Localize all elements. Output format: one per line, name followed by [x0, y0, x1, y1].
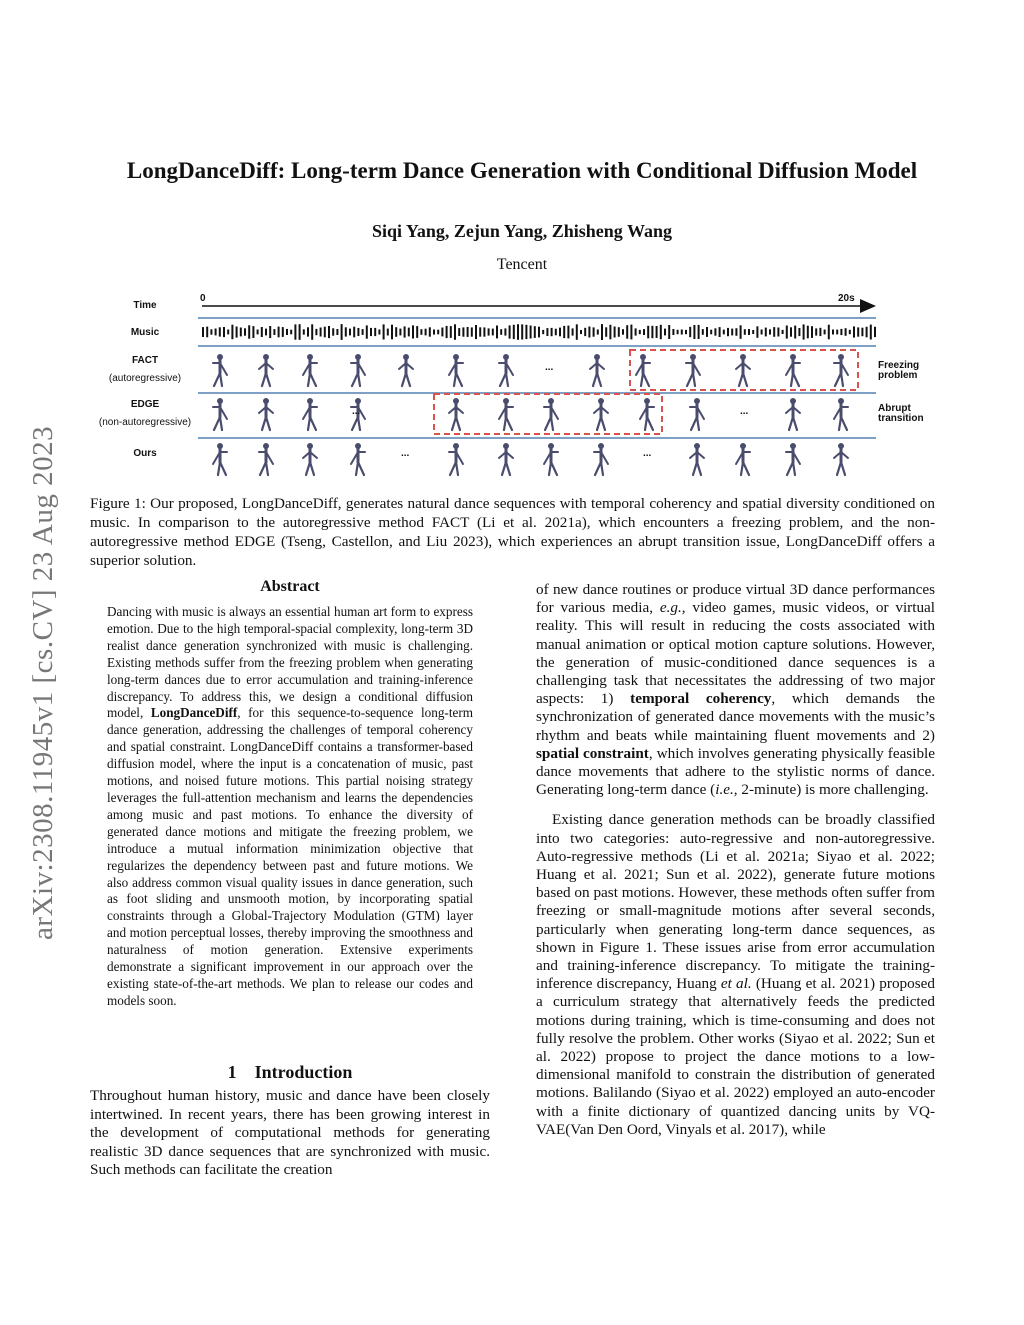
music-bar [609, 325, 611, 340]
music-bar [677, 330, 679, 334]
dancer [594, 443, 608, 475]
ours-label: Ours [133, 448, 157, 459]
music-bar [261, 327, 263, 337]
music-bar [315, 329, 317, 335]
music-bar [605, 327, 607, 337]
music-bar [479, 327, 481, 336]
music-bar [517, 324, 519, 340]
music-bar [273, 329, 275, 335]
music-bar [685, 330, 687, 334]
time-label: Time [133, 300, 157, 311]
music-bar [282, 327, 284, 337]
music-bar [824, 330, 826, 335]
music-bar [429, 327, 431, 336]
dancer [686, 354, 700, 386]
music-label: Music [130, 327, 160, 338]
music-bar [546, 328, 548, 336]
music-bar [504, 328, 506, 335]
introduction-paragraph: Throughout human history, music and dance have been closely intertwined. In recent years, there has been growing interest in the development of computational methods for generating realistic 3D dance sequences that are synchronized with music. Such methods can facilitate the creation [90, 1087, 490, 1179]
music-bar [555, 329, 557, 336]
music-bar [257, 330, 259, 335]
abstract-model-name: LongDanceDiff [150, 705, 238, 721]
dancer [213, 354, 227, 386]
music-bar [714, 328, 716, 335]
music-bar [412, 325, 414, 338]
music-bar [706, 327, 708, 337]
abstract-body [107, 604, 473, 1010]
music-bar [576, 324, 578, 340]
music-bar [660, 325, 662, 339]
dancer [259, 354, 273, 386]
music-waveform [202, 324, 876, 340]
music-bar [832, 330, 834, 335]
music-bar [782, 330, 784, 334]
music-bar [765, 328, 767, 337]
music-bar [278, 327, 280, 338]
music-bar [689, 327, 691, 337]
music-bar [475, 325, 477, 339]
dancer [303, 443, 317, 475]
music-bar [307, 327, 309, 336]
ellipsis: ... [643, 448, 652, 459]
music-bar [693, 325, 695, 339]
music-bar [672, 329, 674, 335]
dancer [786, 398, 800, 430]
freezing-label: Freezing [878, 360, 920, 371]
music-bar [462, 327, 464, 336]
music-bar [664, 329, 666, 336]
dancer [590, 354, 604, 386]
music-bar [861, 328, 863, 337]
music-bar [248, 325, 250, 338]
music-bar [311, 324, 313, 340]
music-bar [437, 330, 439, 335]
edge-sublabel: (non-autoregressive) [98, 417, 192, 428]
music-bar [341, 324, 343, 340]
music-bar [790, 327, 792, 336]
music-bar [458, 328, 460, 336]
music-bar [580, 330, 582, 334]
music-bar [622, 329, 624, 335]
music-bar [500, 329, 502, 335]
ellipsis: ... [545, 362, 554, 373]
music-bar [740, 325, 742, 339]
dancer [259, 398, 273, 430]
music-bar [496, 326, 498, 339]
music-bar [299, 324, 301, 340]
dancer [449, 398, 463, 430]
abrupt-highlight-box [434, 394, 662, 434]
music-bar [874, 327, 876, 337]
music-bar [252, 326, 254, 338]
music-bar [853, 326, 855, 337]
music-bar [651, 326, 653, 338]
paper-authors: Siqi Yang, Zejun Yang, Zhisheng Wang [372, 221, 672, 241]
music-bar [353, 327, 355, 338]
fact-sublabel: (autoregressive) [108, 373, 182, 384]
music-bar [630, 325, 632, 340]
music-bar [215, 329, 217, 336]
music-bar [601, 324, 603, 340]
music-bar [656, 326, 658, 338]
dancer [351, 354, 365, 386]
music-bar [593, 327, 595, 336]
dancer [690, 398, 704, 430]
music-bar [332, 328, 334, 335]
music-bar [572, 328, 574, 335]
music-bar [370, 328, 372, 336]
dancer [736, 354, 750, 386]
time-start-label: 0 [200, 293, 206, 304]
music-bar [425, 329, 427, 336]
music-bar [320, 328, 322, 337]
music-bar [849, 330, 851, 334]
dancer [399, 354, 413, 386]
music-bar [404, 326, 406, 337]
music-bar [530, 326, 532, 339]
abrupt-label-2: transition [878, 413, 924, 424]
music-bar [383, 324, 385, 339]
music-bar [454, 324, 456, 340]
music-bar [639, 330, 641, 334]
music-bar [433, 330, 435, 335]
music-bar [588, 327, 590, 338]
music-bar [513, 325, 515, 339]
music-bar [735, 328, 737, 336]
music-bar [828, 325, 830, 340]
music-bar [635, 328, 637, 335]
music-bar [483, 327, 485, 336]
dancer [544, 398, 558, 430]
music-bar [244, 328, 246, 335]
music-bar [202, 327, 204, 337]
music-bar [303, 329, 305, 334]
music-bar [290, 330, 292, 335]
music-bar [643, 329, 645, 335]
music-bar [395, 327, 397, 337]
dancer [449, 354, 463, 386]
figure-caption: Figure 1: Our proposed, LongDanceDiff, generates natural dance sequences with temporal coherency and spatial diversity conditioned on music. In comparison to the autoregressive method FACT (Li et al. 2021a), which encounters a freezing problem, and the non-autoregressive method EDGE (Tseng, Castellon, and Liu 2023), which experiences an abrupt transition issue, LongDanceDiff offers a superior solution. [90, 495, 935, 569]
music-bar [727, 328, 729, 336]
music-bar [525, 325, 527, 339]
music-bar [647, 326, 649, 339]
music-bar [798, 328, 800, 336]
paper-affiliation: Tencent [496, 256, 548, 273]
music-bar [723, 330, 725, 335]
dancer [213, 398, 227, 430]
music-bar [563, 326, 565, 338]
dancer [259, 443, 273, 475]
music-bar [744, 329, 746, 335]
dancer [544, 443, 558, 475]
music-bar [756, 326, 758, 338]
dancer [834, 443, 848, 475]
music-bar [836, 330, 838, 335]
music-bar [534, 326, 536, 338]
dancer [213, 443, 227, 475]
music-bar [345, 327, 347, 336]
music-bar [488, 328, 490, 335]
time-arrow-head [860, 299, 876, 313]
music-bar [668, 325, 670, 339]
dancer [303, 398, 317, 430]
music-bar [387, 329, 389, 336]
music-bar [374, 328, 376, 336]
music-bar [441, 328, 443, 337]
ellipsis: ... [740, 406, 749, 417]
music-bar [584, 328, 586, 336]
music-bar [391, 325, 393, 340]
music-bar [240, 328, 242, 337]
ellipsis: ... [401, 448, 410, 459]
right-paragraph-1: of new dance routines or produce virtual 3D dance performances for various media, e.g., video games, music videos, or virtual reality. This will result in reducing the costs associated with manual animation or optical motion capture solutions. However, the generation of music-conditioned dance sequences is a challenging task that necessitates the addressing of two major aspects: 1) temporal coherency, which demands the synchronization of generated dance movements with the music’s rhythm and beats while maintaining fluent movements and 2) spatial constraint, which involves generating physically feasible dance movements that adhere to the stylistic norms of dance. Generating long-term dance (i.e., 2-minute) is more challenging. [536, 581, 935, 799]
music-bar [231, 325, 233, 340]
music-bar [618, 327, 620, 337]
dancer [690, 443, 704, 475]
music-bar [450, 326, 452, 338]
music-bar [210, 329, 212, 334]
music-bar [357, 328, 359, 336]
music-bar [698, 325, 700, 339]
music-bar [227, 330, 229, 335]
edge-label: EDGE [130, 399, 160, 410]
music-bar [286, 329, 288, 335]
arxiv-identifier: arXiv:2308.11945v1 [cs.CV] 23 Aug 2023 [27, 425, 59, 940]
music-bar [420, 329, 422, 335]
music-bar [597, 330, 599, 335]
music-bar [446, 326, 448, 338]
freezing-label-2: problem [878, 370, 918, 381]
music-bar [219, 327, 221, 336]
music-bar [870, 325, 872, 340]
dancer [499, 443, 513, 475]
music-bar [840, 329, 842, 335]
music-bar [206, 327, 208, 338]
dancer [303, 354, 317, 386]
music-bar [324, 327, 326, 338]
music-bar [223, 327, 225, 337]
music-bar [521, 324, 523, 339]
music-bar [294, 324, 296, 339]
music-bar [399, 329, 401, 336]
music-bar [542, 330, 544, 334]
music-bar [786, 326, 788, 339]
music-bar [614, 327, 616, 338]
music-bar [761, 330, 763, 335]
dancer [499, 398, 513, 430]
music-bar [866, 327, 868, 338]
music-bar [752, 330, 754, 334]
music-bar [845, 328, 847, 336]
paper-title: LongDanceDiff: Long-term Dance Generation with Conditional Diffusion Model [126, 158, 918, 183]
music-bar [336, 329, 338, 335]
music-bar [467, 327, 469, 337]
music-bar [857, 327, 859, 336]
music-bar [803, 324, 805, 339]
music-bar [731, 329, 733, 336]
music-bar [710, 330, 712, 335]
dancer-figures [213, 354, 848, 475]
music-bar [416, 326, 418, 338]
music-bar [236, 327, 238, 338]
music-bar [328, 326, 330, 338]
music-bar [559, 328, 561, 337]
music-bar [748, 329, 750, 335]
ellipsis: ... [352, 406, 361, 417]
dancer [834, 398, 848, 430]
music-bar [702, 329, 704, 335]
right-column [536, 581, 935, 1139]
music-bar [769, 329, 771, 334]
music-bar [349, 329, 351, 336]
music-bar [366, 325, 368, 338]
music-bar [681, 330, 683, 335]
music-bar [777, 328, 779, 337]
music-bar [567, 326, 569, 339]
music-bar [794, 326, 796, 339]
time-end-label: 20s [838, 293, 855, 304]
music-bar [815, 328, 817, 335]
music-bar [362, 329, 364, 335]
music-bar [408, 328, 410, 337]
abstract-heading: Abstract [260, 578, 320, 595]
music-bar [811, 326, 813, 338]
dancer [351, 443, 365, 475]
figure-1 [90, 288, 935, 478]
dancer [449, 443, 463, 475]
music-bar [719, 327, 721, 337]
music-bar [538, 327, 540, 338]
figure-graphic [90, 288, 935, 478]
music-bar [269, 326, 271, 338]
dancer [594, 398, 608, 430]
dancer [786, 443, 800, 475]
dancer [736, 443, 750, 475]
music-bar [509, 325, 511, 338]
dancer [636, 354, 650, 386]
introduction-heading: 1 Introduction [227, 1062, 353, 1082]
abstract-text: Dancing with music is always an essential human art form to express emotion. Due to the high temporal-spacial complexity, long-term 3D realist dance generation synchronized with music is challenging. Existing methods suffer from the freezing problem when generating long-term dances due to error accumulation and training-inference discrepancy. To address this, we design a conditional diffusion model, [107, 604, 473, 721]
right-paragraph-2: Existing dance generation methods can be broadly classified into two categories: auto-regressive and non-autoregressive. Auto-regressive methods (Li et al. 2021a; Siyao et al. 2022; Huang et al. 2021; Sun et al. 2022), generate future motions based on past motions. However, these methods often suffer from freezing or small-magnitude motions after several seconds, particularly when generating long-term dance sequences, as shown in Figure 1. These issues arise from error accumulation and training-inference discrepancy. To mitigate the training-inference discrepancy, Huang et al. (Huang et al. 2021) proposed a curriculum strategy that alternatively feeds the predicted motions during training, which is time-consuming and does not fully resolve the problem. Other works (Siyao et al. 2022; Sun et al. 2022) propose to project the dance motions to a low-dimensional manifold to constrain the distribution of generated motions. Balilando (Siyao et al. 2022) employed an auto-encoder with a finite dictionary of quantized dancing units by VQ-VAE(Van Den Oord, Vinyals et al. 2017), while [536, 811, 935, 1138]
music-bar [378, 330, 380, 335]
fact-label: FACT [131, 355, 159, 366]
music-bar [807, 326, 809, 339]
music-bar [819, 328, 821, 336]
abstract-text: , for this sequence-to-sequence long-term dance generation, addressing the challenges of temporal coherency and spatial constraint. LongDanceDiff contains a transformer-based diffusion model, where the input is a concatenation of music, past motions, and noised future motions. This partial noising strategy leverages the full-attention mechanism and learns the dependencies among music and past motions. To enhance the diversity of generated dance motions and mitigate the freezing problem, we introduce a mutual information minimization objective that regularizes the dependency between past and future motions. We also address common visual quality issues in dance generation, such as foot sliding and unsmooth motion, by incorporating spatial constraints through a Global-Trajectory Modulation (GTM) layer and motion perceptual losses, thereby improving the smoothness and naturalness of motion generation. Extensive experiments demonstrate a significant improvement in our approach over the existing state-of-the-art methods. We plan to release our codes and models soon. [107, 705, 473, 1008]
dancer [834, 354, 848, 386]
music-bar [551, 328, 553, 336]
music-bar [773, 327, 775, 337]
music-bar [265, 329, 267, 336]
music-bar [492, 329, 494, 336]
dancer [499, 354, 513, 386]
music-bar [471, 327, 473, 336]
dancer [786, 354, 800, 386]
abrupt-label: Abrupt [878, 403, 911, 414]
dancer [640, 398, 654, 430]
music-bar [626, 325, 628, 339]
